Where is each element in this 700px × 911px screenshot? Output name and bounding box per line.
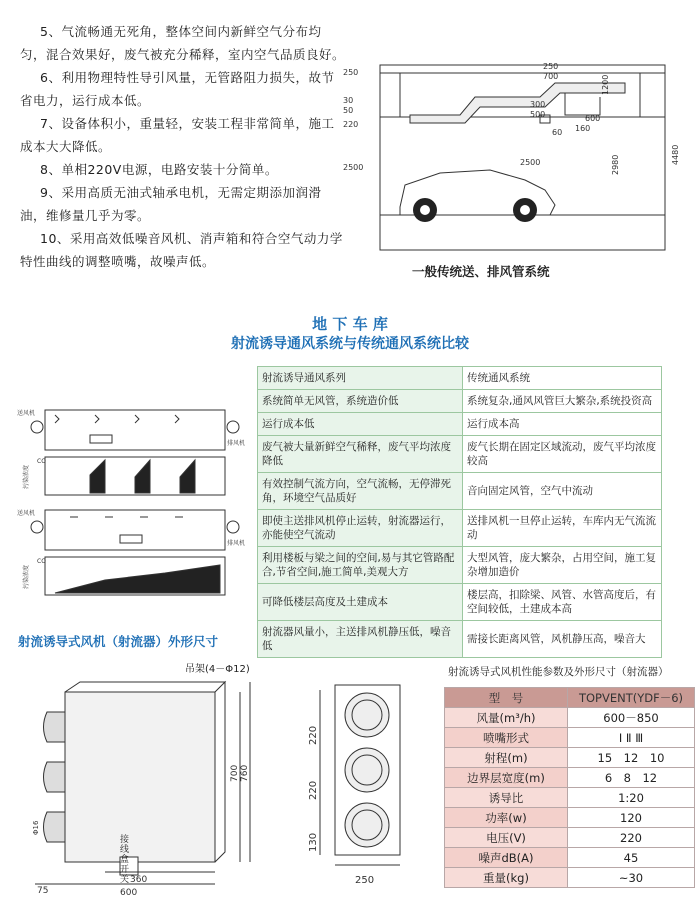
svg-text:CO: CO (37, 558, 46, 565)
svg-text:污染浓度: 污染浓度 (23, 464, 30, 489)
feature-item: 10、采用高效低噪音风机、消声箱和符合空气动力学 特性曲线的调整喷嘴，故噪声低。 (20, 231, 343, 269)
svg-text:Φ16: Φ16 (32, 820, 40, 835)
svg-text:300: 300 (530, 100, 546, 109)
junction-box-label: 接线盒开关 (120, 835, 130, 885)
comparison-table (257, 366, 662, 658)
svg-text:500: 500 (530, 110, 546, 119)
feature-list (20, 20, 365, 273)
svg-text:760: 760 (240, 764, 250, 782)
svg-text:250: 250 (543, 62, 559, 71)
svg-text:220: 220 (343, 120, 359, 129)
table-row: 喷嘴形式 Ⅰ Ⅱ Ⅲ (445, 728, 695, 748)
dimension-title: 射流诱导式风机（射流器）外形尺寸 (18, 634, 219, 649)
traditional-duct-diagram (340, 55, 690, 255)
svg-text:2500: 2500 (520, 158, 541, 167)
svg-text:送风机: 送风机 (17, 510, 36, 517)
svg-text:60: 60 (552, 128, 563, 137)
svg-text:4480: 4480 (671, 144, 680, 165)
svg-text:CO: CO (37, 458, 46, 465)
svg-text:600: 600 (585, 114, 601, 123)
table-row: 型 号 TOPVENT(YDF－6) (445, 688, 695, 708)
fan-front-view (25, 672, 255, 897)
svg-text:1200: 1200 (601, 74, 610, 95)
table-row: 可降低楼层高度及土建成本 楼层高，扣除梁、风管、水管高度后，有空间较低，土建成本高 (258, 584, 662, 621)
spec-title: 射流诱导式风机性能参数及外形尺寸（射流器） (448, 666, 669, 678)
svg-text:130: 130 (308, 832, 319, 852)
svg-text:75: 75 (37, 886, 49, 896)
table-row: 有效控制气流方向，空气流畅，无停滞死角，环境空气品质好 音向固定风管，空气中流动 (258, 473, 662, 510)
comparison-table-wrap (257, 366, 662, 658)
fan-side-view (300, 680, 410, 890)
hanger-label: 吊架(4－Φ12) (185, 664, 250, 675)
spec-table-wrap (444, 687, 695, 888)
table-row: 系统简单无风管，系统造价低 系统复杂,通风风管巨大繁杂,系统投资高 (258, 390, 662, 413)
car-icon (400, 170, 555, 222)
table-row: 射流器风量小，主送排风机静压低，噪音低 需接长距离风管，风机静压高，噪音大 (258, 621, 662, 658)
table-row: 边界层宽度(m) 6 8 12 (445, 768, 695, 788)
table-row: 风量(m³/h) 600－850 (445, 708, 695, 728)
feature-item: 6、利用物理特性导引风量，无管路阻力损失，故节 省电力，运行成本低。 (20, 70, 335, 108)
section-title: 地 下 车 库 (312, 315, 388, 333)
svg-text:360: 360 (130, 875, 148, 885)
svg-text:250: 250 (355, 875, 375, 886)
table-row: 射程(m) 15 12 10 (445, 748, 695, 768)
table-row: 诱导比 1:20 (445, 788, 695, 808)
svg-text:送风机: 送风机 (17, 410, 36, 417)
table-row: 废气被大量新鲜空气稀释，废气平均浓度降低 废气长期在固定区域流动，废气平均浓度较高 (258, 436, 662, 473)
svg-text:700: 700 (230, 764, 240, 782)
svg-text:排风机: 排风机 (227, 440, 246, 447)
table-row: 功率(w) 120 (445, 808, 695, 828)
svg-text:2980: 2980 (611, 154, 620, 175)
table-row: 电压(V) 220 (445, 828, 695, 848)
svg-text:220: 220 (308, 725, 319, 745)
svg-text:污染浓度: 污染浓度 (23, 564, 30, 589)
svg-text:30: 30 (343, 96, 354, 105)
table-row: 利用楼板与梁之间的空间,易与其它管路配合,节省空间,施工简单,美观大方 大型风管，庞大繁杂，占用空间，施工复杂增加造价 (258, 547, 662, 584)
diagram-caption: 一般传统送、排风管系统 (412, 264, 550, 279)
table-row: 射流诱导通风系列 传统通风系统 (258, 367, 662, 390)
feature-item: 5、气流畅通无死角，整体空间内新鲜空气分布均 匀，混合效果好，废气被充分稀释，室内空气品质良好。 (20, 24, 346, 62)
table-row: 重量(kg) ~30 (445, 868, 695, 888)
table-row: 运行成本低 运行成本高 (258, 413, 662, 436)
table-row: 噪声dB(A) 45 (445, 848, 695, 868)
spec-table (444, 687, 695, 888)
svg-text:600: 600 (120, 888, 138, 897)
section-subtitle: 射流诱导通风系统与传统通风系统比较 (231, 336, 469, 352)
svg-text:160: 160 (575, 124, 591, 133)
svg-text:50: 50 (343, 106, 354, 115)
svg-text:220: 220 (308, 780, 319, 800)
feature-item: 7、设备体积小，重量轻，安装工程非常简单，施工 成本大大降低。 (20, 116, 335, 154)
svg-text:2500: 2500 (343, 163, 364, 172)
svg-text:700: 700 (543, 72, 559, 81)
svg-text:排风机: 排风机 (227, 540, 246, 547)
feature-item: 9、采用高质无油式轴承电机，无需定期添加润滑 油，维修量几乎为零。 (20, 185, 322, 223)
jet-system-schematic (15, 405, 255, 615)
svg-text:250: 250 (343, 68, 359, 77)
table-row: 即使主送排风机停止运转，射流器运行，亦能使空气流动 送排风机一旦停止运转，车库内无气流流动 (258, 510, 662, 547)
feature-item: 8、单相220V电源，电路安装十分简单。 (40, 162, 278, 177)
